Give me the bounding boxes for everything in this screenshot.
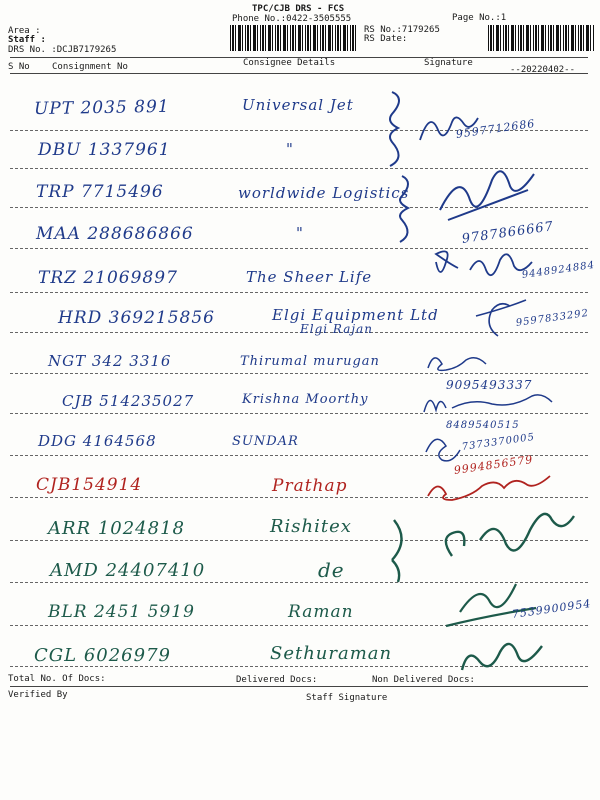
consignee-name: worldwide Logistics	[238, 184, 410, 202]
consignment-number: HRD 369215856	[58, 308, 216, 328]
rs-date: RS Date:	[364, 34, 408, 44]
footer-rule	[10, 686, 588, 687]
consignee-name: Thirumal murugan	[240, 354, 380, 369]
consignee-name: Elgi Equipment Ltd	[272, 306, 439, 324]
signature-stroke	[424, 395, 552, 412]
consignee-contact: Elgi Rajan	[300, 322, 373, 336]
consignment-number: DBU 1337961	[38, 140, 171, 160]
signature-phone: 9095493337	[446, 378, 533, 392]
signature-stroke	[462, 644, 542, 670]
consignee-name: Prathap	[272, 476, 348, 496]
document-title: TPC/CJB DRS - FCS	[252, 4, 345, 14]
rs-number: RS No.:7179265	[364, 25, 440, 35]
col-consignment-no: Consignment No	[52, 62, 128, 72]
consignment-number: DDG 4164568	[38, 432, 157, 450]
delivered-docs-label: Delivered Docs:	[236, 675, 318, 685]
signature-phone: 7373370005	[461, 431, 536, 453]
consignee-name: Krishna Moorthy	[242, 392, 369, 407]
brace-mark	[390, 92, 399, 166]
consignee-name: Universal Jet	[242, 96, 354, 114]
signature-stroke	[426, 439, 460, 461]
consignee-name: Rishitex	[270, 516, 352, 537]
consignee-name: SUNDAR	[232, 434, 299, 449]
total-docs-label: Total No. Of Docs:	[8, 674, 106, 684]
consignee-name: Raman	[288, 602, 354, 622]
consignment-number: UPT 2035 891	[33, 96, 170, 120]
consignee-name: Sethuraman	[270, 643, 393, 664]
consignment-number: MAA 288686866	[36, 224, 194, 244]
consignment-number: TRP 7715496	[36, 182, 164, 202]
signature-phone: 9994856579	[453, 452, 535, 477]
drs-number: DRS No. :DCJB7179265	[8, 45, 117, 55]
consignment-number: AMD 24407410	[50, 560, 206, 581]
consignment-number: CJB 514235027	[62, 392, 195, 410]
consignee-name: The Sheer Life	[246, 268, 373, 286]
consignment-number: TRZ 21069897	[38, 268, 178, 288]
consignee-name: "	[286, 140, 294, 158]
signature-stroke	[428, 476, 550, 500]
signature-phone: 7539900954	[511, 596, 593, 621]
signature-phone: 9787866667	[460, 219, 555, 247]
consignment-number: ARR 1024818	[48, 518, 185, 539]
staff-label: Staff :	[8, 35, 46, 45]
area-label: Area :	[8, 26, 41, 36]
signature-stroke	[392, 514, 574, 582]
non-delivered-docs-label: Non Delivered Docs:	[372, 675, 475, 685]
page-number: Page No.:1	[452, 13, 507, 23]
date-code: --20220402--	[510, 65, 576, 75]
staff-signature-label: Staff Signature	[306, 693, 388, 703]
consignment-number: BLR 2451 5919	[48, 602, 195, 622]
consignment-number: CGL 6026979	[34, 645, 171, 666]
signature-phone: 8489540515	[446, 420, 520, 431]
col-signature: Signature	[424, 58, 473, 68]
signature-stroke	[440, 171, 534, 220]
signature-phone: 9597833292	[515, 307, 590, 329]
signature-stroke	[436, 251, 532, 275]
phone-number: Phone No.:0422-3505555	[232, 14, 352, 24]
signature-stroke	[428, 358, 486, 371]
signature-phone: 9597712686	[455, 116, 537, 141]
signature-phone: 9448924884	[521, 259, 596, 281]
signature-stroke	[446, 584, 536, 626]
verified-by-label: Verified By	[8, 690, 68, 700]
consignment-number: CJB154914	[36, 475, 143, 495]
col-s-no: S No	[8, 62, 30, 72]
brace-mark	[400, 176, 408, 242]
consignee-name: de	[318, 558, 345, 582]
consignment-number: NGT 342 3316	[48, 352, 172, 370]
col-consignee-details: Consignee Details	[243, 58, 336, 68]
consignee-name: "	[296, 224, 304, 242]
